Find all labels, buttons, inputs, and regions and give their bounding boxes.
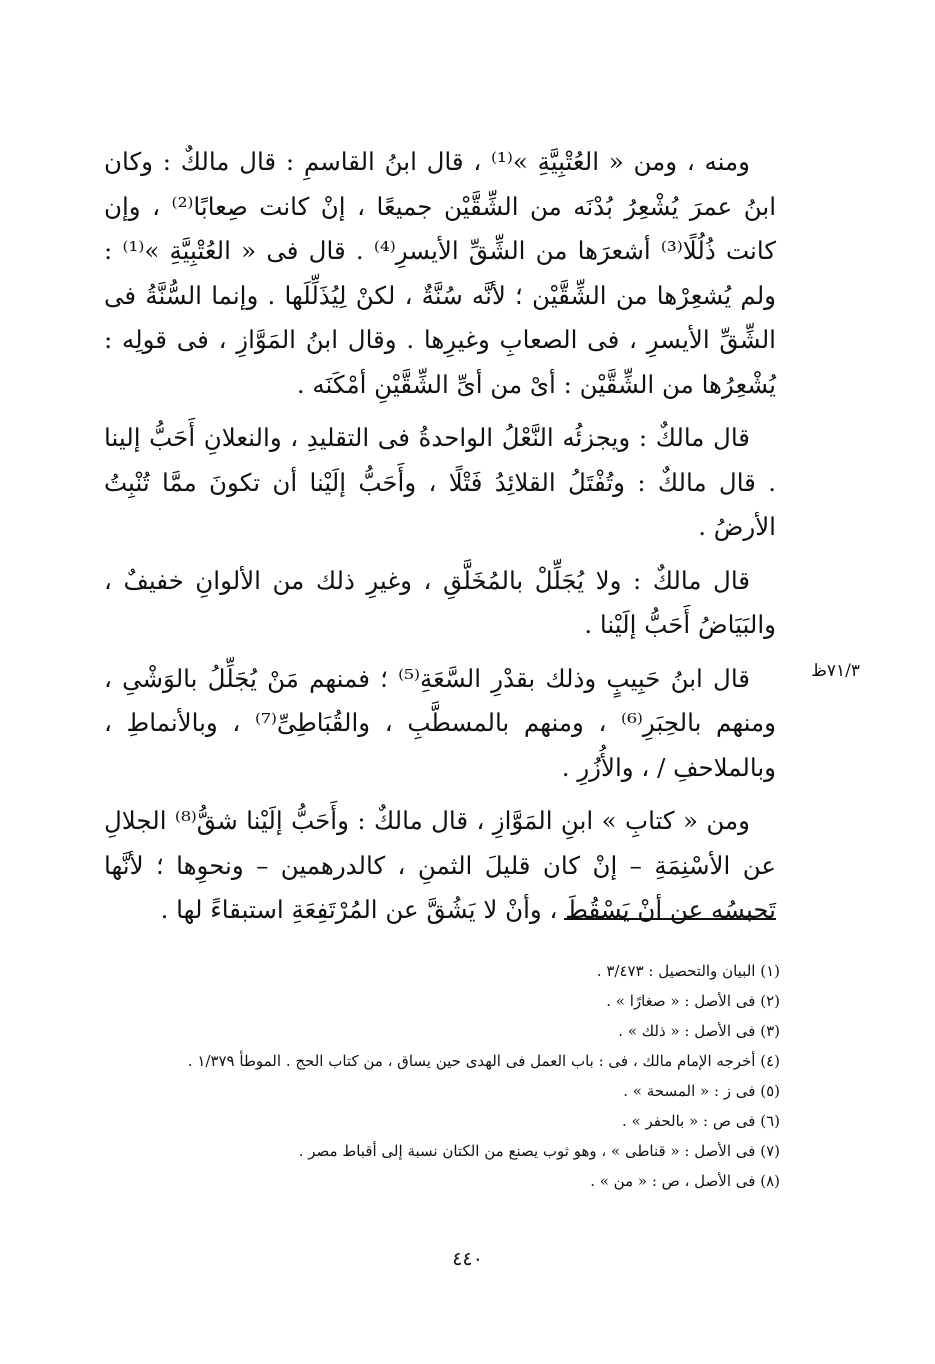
main-text bbox=[104, 140, 776, 942]
footnotes-list bbox=[90, 956, 780, 1196]
footnote: (٨) فى الأصل ، ص : « من » . bbox=[590, 1172, 780, 1190]
footnote: (٥) فى ز : « المسحة » . bbox=[623, 1082, 780, 1100]
footnote: (٣) فى الأصل : « ذلك » . bbox=[618, 1022, 780, 1040]
footnote: (٢) فى الأصل : « صغارًا » . bbox=[606, 992, 780, 1010]
footnote: (٦) فى ص : « بالحفر » . bbox=[622, 1112, 780, 1130]
footnote-separator bbox=[564, 918, 776, 920]
paragraph: قال مالكٌ : ويجزئُه النَّعْلُ الواحدةُ فى التقليدِ ، والنعلانِ أَحَبُّ إلينا . قال مالكٌ : وتُفْتَلُ القلائِدُ فَتْلًا ، وأَحَبُّ إلَيْنا أن تكونَ ممَّا تُنْبِتُ الأرضُ . bbox=[104, 423, 776, 541]
paragraph: ومنه ، ومن « العُتْبِيَّةِ »⁽¹⁾ ، قال ابنُ القاسمِ : قال مالكٌ : وكان ابنُ عمرَ يُشْعِرُ بُدْنَه من الشِّقَّيْن جميعًا ، إنْ كانت صِعابًا⁽²⁾ ، وإن كانت ذُلُلًا⁽³⁾ أشعرَها من الشِّقِّ الأيسرِ⁽⁴⁾ . قال فى « العُتْبِيَّةِ »⁽¹⁾ : ولم يُشعِرْها من الشِّقَّيْن ؛ لأنَّه سُنَّةٌ ، لكنْ لِيُذَلِّلَها . وإنما السُّنَّةُ فى الشِّقِّ الأيسرِ ، فى الصعابِ وغيرِها . وقال ابنُ المَوَّازِ ، فى قولِه : يُشْعِرُها من الشِّقَّيْن : أىْ من أىِّ الشِّقَّيْنِ أمْكَنَه . bbox=[104, 147, 776, 399]
paragraph: قال مالكٌ : ولا يُجَلِّلْ بالمُخَلَّقِ ، وغيرِ ذلك من الألوانِ خفيفٌ ، والبَيَاضُ أَحَبُّ إلَيْنا . bbox=[104, 565, 776, 639]
manuscript-folio-note: ٧١/٣ظ bbox=[811, 661, 860, 681]
footnote: (٤) أخرجه الإمام مالك ، فى : باب العمل فى الهدى حين يساق ، من كتاب الحج . الموطأ ١/٣٧٩ . bbox=[187, 1052, 780, 1070]
paragraph: قال ابنُ حَبِيبٍ وذلك بقدْرِ السَّعَةِ⁽⁵⁾ ؛ فمنهم مَنْ يُجَلِّلُ بالوَشْىِ ، ومنهم بالحِبَرِ⁽⁶⁾ ، ومنهم بالمسطَّبِ ، والقُبَاطِىِّ⁽⁷⁾ ، وبالأنماطِ ، وبالملاحفِ / ، والأُزُرِ . bbox=[104, 663, 776, 782]
paragraph: ومن « كتابِ » ابنِ المَوَّازِ ، قال مالكٌ : وأَحَبُّ إلَيْنا شقُّ⁽⁸⁾ الجلالِ عن الأسْنِمَةِ – إنْ كان قليلَ الثمنِ ، كالدرهمين – ونحوِها ؛ لأنَّها تَحبسُه عن أنْ يَسْقُطَ ، وأنْ لا يَشُقَّ عن المُرْتَفِعَةِ استبقاءً لها . bbox=[104, 806, 776, 924]
page-number: ٤٤٠ bbox=[452, 1248, 483, 1270]
footnote: (١) البيان والتحصيل : ٣/٤٧٣ . bbox=[596, 962, 780, 980]
footnote: (٧) فى الأصل : « قناطى » ، وهو ثوب يصنع من الكتان نسبة إلى أقباط مصر . bbox=[298, 1142, 780, 1160]
